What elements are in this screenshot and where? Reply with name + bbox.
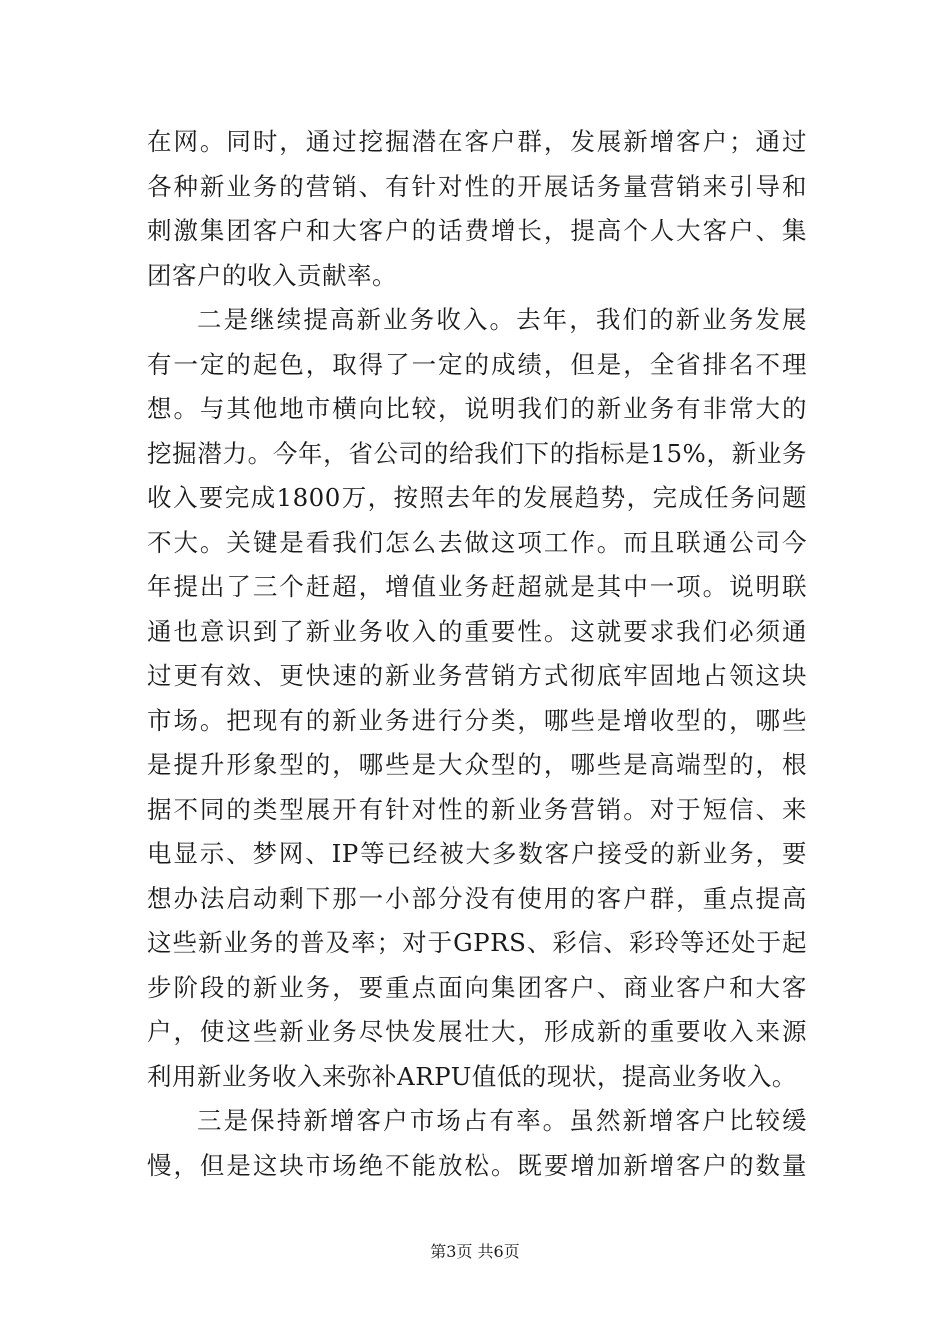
text-line: 过更有效、更快速的新业务营销方式彻底牢固地占领这块 xyxy=(147,661,807,690)
page-number-footer: 第3页 共6页 xyxy=(430,1242,520,1261)
text-line: 年提出了三个赶超，增值业务赶超就是其中一项。说明联 xyxy=(147,572,807,601)
body-text xyxy=(147,120,807,1188)
paragraph-start-line: 二是继续提高新业务收入。去年，我们的新业务发展 xyxy=(197,305,807,334)
text-line: 收入要完成1800万，按照去年的发展趋势，完成任务问题 xyxy=(147,483,807,512)
text-line: 团客户的收入贡献率。 xyxy=(147,260,397,290)
text-line: 市场。把现有的新业务进行分类，哪些是增收型的，哪些 xyxy=(147,705,807,735)
text-line: 通也意识到了新业务收入的重要性。这就要求我们必须通 xyxy=(147,616,807,646)
text-line: 各种新业务的营销、有针对性的开展话务量营销来引导和 xyxy=(147,171,807,201)
text-line: 想办法启动剩下那一小部分没有使用的客户群，重点提高 xyxy=(147,883,807,913)
text-line: 电显示、梦网、IP等已经被大多数客户接受的新业务，要 xyxy=(147,839,807,868)
text-line: 不大。关键是看我们怎么去做这项工作。而且联通公司今 xyxy=(147,527,807,557)
text-line: 挖掘潜力。今年，省公司的给我们下的指标是15%，新业务 xyxy=(147,438,807,468)
text-line: 在网。同时，通过挖掘潜在客户群，发展新增客户；通过 xyxy=(147,127,807,156)
text-line: 步阶段的新业务，要重点面向集团客户、商业客户和大客 xyxy=(147,972,807,1002)
text-line: 有一定的起色，取得了一定的成绩，但是，全省排名不理 xyxy=(147,349,807,379)
text-line: 户，使这些新业务尽快发展壮大，形成新的重要收入来源 xyxy=(147,1017,807,1046)
text-line: 是提升形象型的，哪些是大众型的，哪些是高端型的，根 xyxy=(147,750,807,779)
text-line: 慢，但是这块市场绝不能放松。既要增加新增客户的数量 xyxy=(147,1150,807,1180)
text-line: 据不同的类型展开有针对性的新业务营销。对于短信、来 xyxy=(147,794,807,824)
text-line: 这些新业务的普及率；对于GPRS、彩信、彩玲等还处于起 xyxy=(147,928,807,957)
text-line: 想。与其他地市横向比较，说明我们的新业务有非常大的 xyxy=(147,394,807,423)
paragraph-start-line: 三是保持新增客户市场占有率。虽然新增客户比较缓 xyxy=(197,1106,807,1135)
text-line: 刺激集团客户和大客户的话费增长，提高个人大客户、集 xyxy=(147,216,807,245)
text-line: 利用新业务收入来弥补ARPU值低的现状，提高业务收入。 xyxy=(147,1061,797,1091)
